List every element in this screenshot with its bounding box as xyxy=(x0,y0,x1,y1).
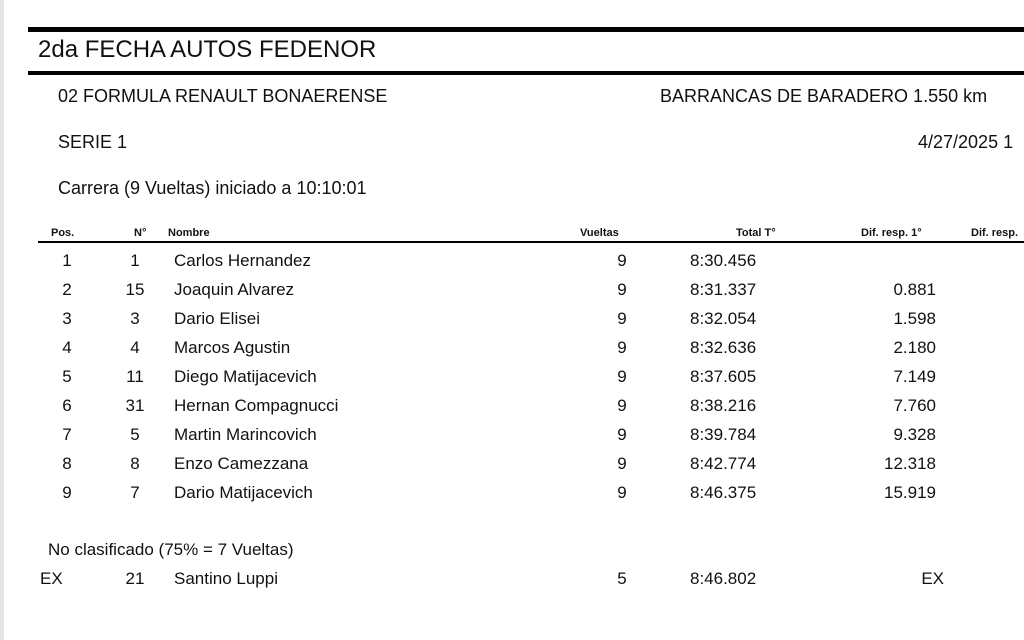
table-row xyxy=(0,310,1024,338)
cell-laps: 9 xyxy=(617,396,627,415)
cell-name: Diego Matijacevich xyxy=(174,367,317,386)
cell-gap-first: 7.760 xyxy=(893,396,936,415)
cell-pos: 2 xyxy=(62,280,72,299)
race-date: 4/27/2025 1 xyxy=(918,132,1014,152)
cell-total-time: 8:46.802 xyxy=(690,569,757,588)
header-gap-previous: Dif. resp. xyxy=(971,227,1019,239)
cell-pos: 4 xyxy=(62,338,72,357)
cell-number: 7 xyxy=(130,483,140,502)
cell-name: Dario Matijacevich xyxy=(174,483,313,502)
cell-laps: 9 xyxy=(617,454,627,473)
header-rule xyxy=(38,241,1024,243)
cell-number: 11 xyxy=(126,367,144,386)
table-row xyxy=(0,455,1024,483)
cell-gap-first: 0.881 xyxy=(893,280,936,299)
header-laps: Vueltas xyxy=(580,227,619,239)
cell-number: 15 xyxy=(125,280,145,299)
cell-gap-first: EX xyxy=(921,569,944,588)
cell-number: 4 xyxy=(130,338,140,357)
cell-number: 31 xyxy=(125,396,145,415)
cell-number: 8 xyxy=(130,454,140,473)
cell-gap-first: 9.328 xyxy=(893,425,936,444)
cell-pos: 9 xyxy=(62,483,72,502)
cell-name: Carlos Hernandez xyxy=(174,251,312,270)
cell-total-time: 8:32.054 xyxy=(690,309,757,328)
cell-laps: 9 xyxy=(617,425,627,444)
cell-total-time: 8:46.375 xyxy=(690,483,757,502)
header-total-time: Total T° xyxy=(736,227,776,239)
table-row xyxy=(0,426,1024,454)
cell-total-time: 8:38.216 xyxy=(690,396,757,415)
header-pos: Pos. xyxy=(51,227,75,239)
cell-gap-first: 1.598 xyxy=(893,309,936,328)
cell-name: Hernan Compagnucci xyxy=(174,396,339,415)
category-name: 02 FORMULA RENAULT BONAERENSE xyxy=(58,86,388,106)
cell-laps: 9 xyxy=(617,309,627,328)
cell-gap-first: 2.180 xyxy=(893,338,936,357)
header-name: Nombre xyxy=(168,227,210,239)
title-rule xyxy=(28,71,1024,75)
cell-laps: 9 xyxy=(617,483,627,502)
table-row xyxy=(0,281,1024,309)
top-rule xyxy=(28,27,1024,32)
cell-gap-first: 15.919 xyxy=(884,483,936,502)
cell-total-time: 8:42.774 xyxy=(690,454,757,473)
table-row xyxy=(0,397,1024,425)
cell-laps: 9 xyxy=(617,338,627,357)
cell-gap-first: 7.149 xyxy=(893,367,936,386)
header-number: N° xyxy=(134,227,147,239)
cell-name: Dario Elisei xyxy=(174,309,260,328)
cell-number: 21 xyxy=(125,569,145,588)
cell-number: 5 xyxy=(130,425,140,444)
cell-total-time: 8:37.605 xyxy=(690,367,757,386)
cell-name: Marcos Agustin xyxy=(174,338,291,357)
cell-pos: EX xyxy=(40,569,63,588)
event-title: 2da FECHA AUTOS FEDENOR xyxy=(38,36,377,63)
cell-pos: 1 xyxy=(62,251,72,270)
table-row xyxy=(0,339,1024,367)
not-classified-label: No clasificado (75% = 7 Vueltas) xyxy=(48,540,294,559)
table-row xyxy=(0,570,1024,598)
cell-laps: 9 xyxy=(617,251,627,270)
circuit-name: BARRANCAS DE BARADERO 1.550 km xyxy=(660,86,988,106)
cell-gap-first: 12.318 xyxy=(884,454,936,473)
cell-total-time: 8:31.337 xyxy=(690,280,757,299)
cell-name: Joaquin Alvarez xyxy=(174,280,295,299)
cell-laps: 9 xyxy=(617,367,627,386)
cell-pos: 7 xyxy=(62,425,72,444)
race-info: Carrera (9 Vueltas) iniciado a 10:10:01 xyxy=(58,178,367,198)
cell-total-time: 8:39.784 xyxy=(690,425,757,444)
cell-laps: 9 xyxy=(617,280,627,299)
cell-pos: 6 xyxy=(62,396,72,415)
cell-pos: 3 xyxy=(62,309,72,328)
cell-name: Santino Luppi xyxy=(174,569,278,588)
header-gap-first: Dif. resp. 1° xyxy=(861,227,922,239)
table-row xyxy=(0,252,1024,280)
cell-number: 1 xyxy=(130,251,140,270)
cell-pos: 8 xyxy=(62,454,72,473)
serie-label: SERIE 1 xyxy=(58,132,128,152)
table-row xyxy=(0,484,1024,512)
cell-pos: 5 xyxy=(62,367,72,386)
cell-laps: 5 xyxy=(617,569,627,588)
cell-total-time: 8:32.636 xyxy=(690,338,757,357)
cell-total-time: 8:30.456 xyxy=(690,251,757,270)
cell-number: 3 xyxy=(130,309,140,328)
cell-name: Enzo Camezzana xyxy=(174,454,309,473)
cell-name: Martin Marincovich xyxy=(174,425,317,444)
table-row xyxy=(0,368,1024,396)
